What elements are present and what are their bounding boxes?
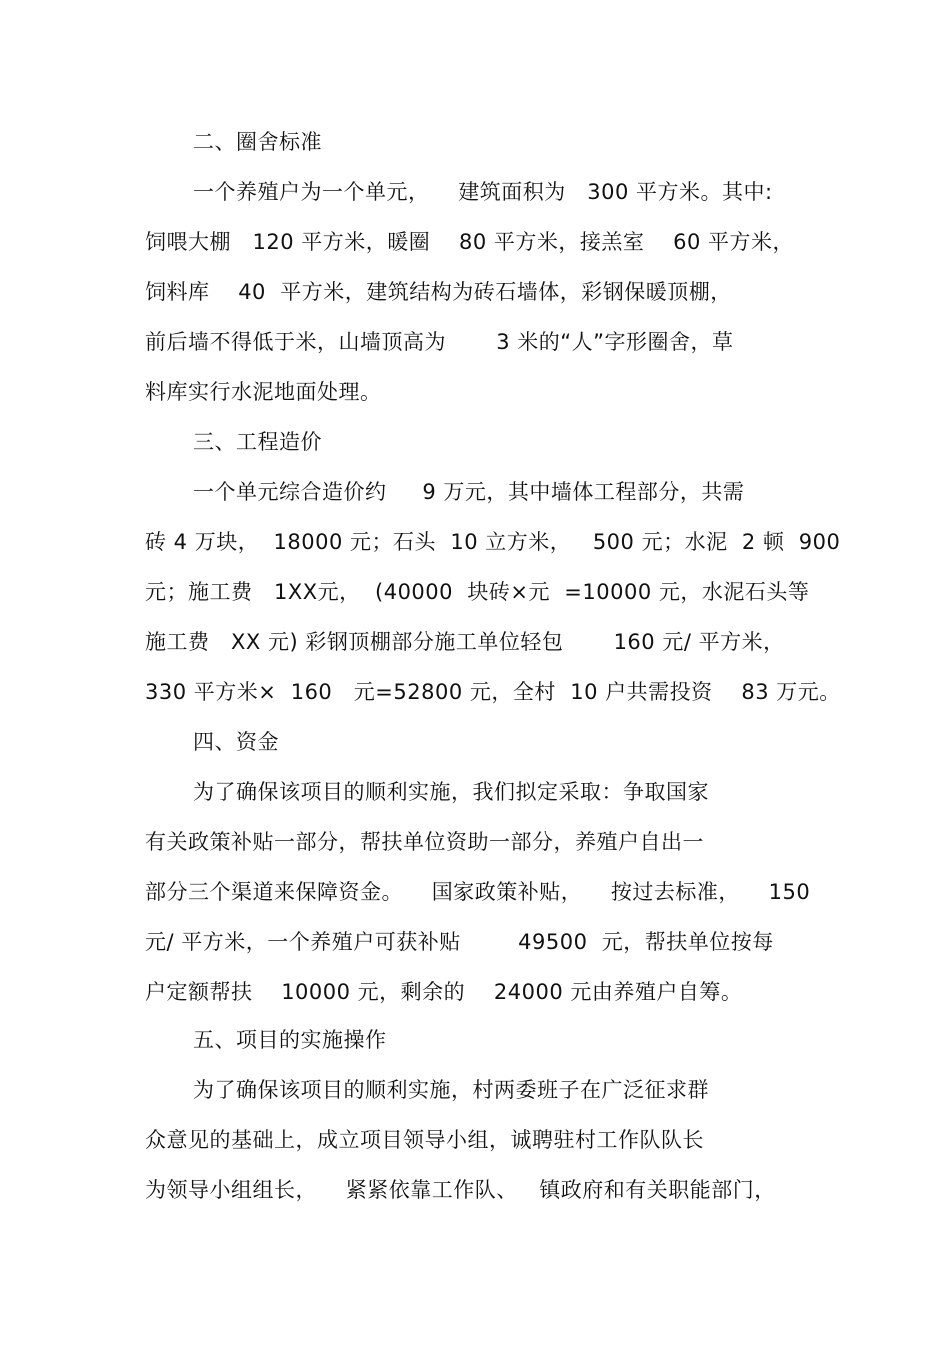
section-heading-project-cost: 三、工程造价 bbox=[193, 430, 322, 454]
text-line: 为了确保该项目的顺利实施，村两委班子在广泛征求群 bbox=[193, 1078, 709, 1102]
text-line: 户定额帮扶 10000 元，剩余的 24000 元由养殖户自筹。 bbox=[145, 980, 743, 1004]
text-line: 饲喂大棚 120 平方米，暖圈 80 平方米，接羔室 60 平方米， bbox=[145, 230, 794, 254]
text-line: 为领导小组组长， 紧紧依靠工作队、 镇政府和有关职能部门， bbox=[145, 1178, 776, 1202]
text-line: 饲料库 40 平方米，建筑结构为砖石墙体，彩钢保暖顶棚， bbox=[145, 280, 732, 304]
text-line: 砖 4 万块， 18000 元；石头 10 立方米， 500 元；水泥 2 顿 900 bbox=[145, 530, 841, 554]
section-heading-pen-standard: 二、圈舍标准 bbox=[193, 130, 322, 154]
section-heading-implementation: 五、项目的实施操作 bbox=[193, 1028, 387, 1052]
text-line: 一个养殖户为一个单元， 建筑面积为 300 平方米。其中: bbox=[193, 180, 773, 204]
text-line: 众意见的基础上，成立项目领导小组，诚聘驻村工作队队长 bbox=[145, 1128, 704, 1152]
text-line: 料库实行水泥地面处理。 bbox=[145, 380, 382, 404]
text-line: 部分三个渠道来保障资金。 国家政策补贴， 按过去标准， 150 bbox=[145, 880, 811, 904]
text-line: 施工费 XX 元) 彩钢顶棚部分施工单位轻包 160 元/ 平方米， bbox=[145, 630, 785, 654]
text-line: 元/ 平方米，一个养殖户可获补贴 49500 元，帮扶单位按每 bbox=[145, 930, 774, 954]
text-line: 有关政策补贴一部分，帮扶单位资助一部分，养殖户自出一 bbox=[145, 830, 704, 854]
text-line: 前后墙不得低于米，山墙顶高为 3 米的“人”字形圈舍，草 bbox=[145, 330, 734, 354]
text-line: 330 平方米× 160 元=52800 元，全村 10 户共需投资 83 万元。 bbox=[145, 680, 841, 704]
text-line: 元；施工费 1XX元， (40000 块砖×元 =10000 元，水泥石头等 bbox=[145, 580, 810, 604]
text-line: 为了确保该项目的顺利实施，我们拟定采取：争取国家 bbox=[193, 780, 709, 804]
text-line: 一个单元综合造价约 9 万元，其中墙体工程部分，共需 bbox=[193, 480, 745, 504]
section-heading-funding: 四、资金 bbox=[193, 730, 279, 754]
